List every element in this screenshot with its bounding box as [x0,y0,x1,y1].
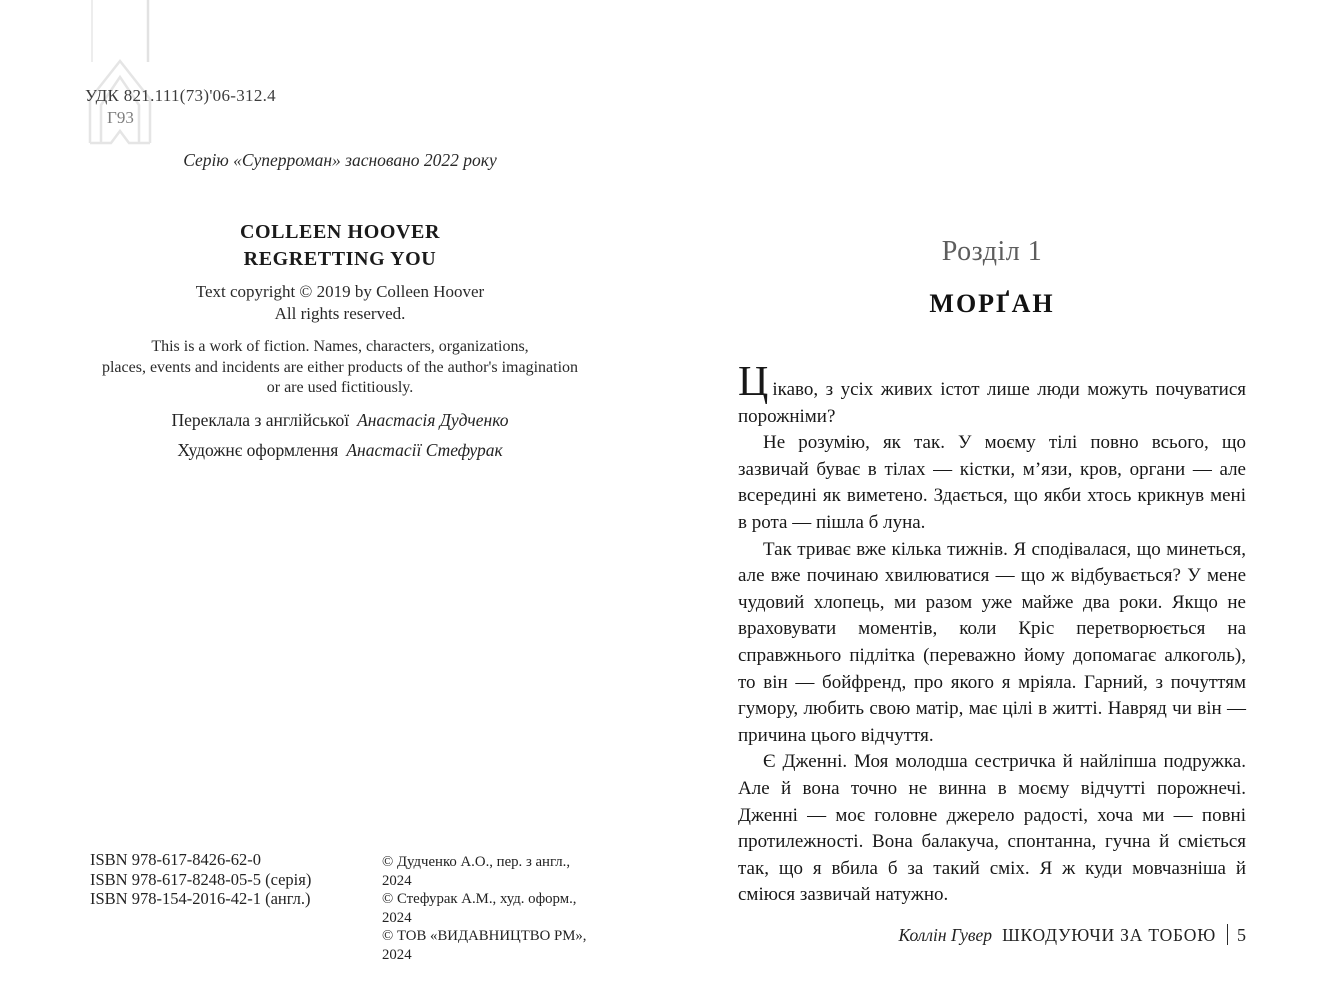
body-paragraph [738,359,1246,430]
isbn-main: ISBN 978-617-8426-62-0 [90,850,261,869]
publisher-copyright-block [382,853,595,965]
udk-classification: УДК 821.111(73)'06-312.4 [85,86,276,105]
fiction-disclaimer-line: This is a work of fiction. Names, characters, organizations, [151,338,529,355]
designer-label: Художнє оформлення [177,440,339,460]
left-page [85,0,595,1000]
fiction-disclaimer [65,337,615,399]
isbn-block [90,850,311,909]
translator-label: Переклала з англійської [171,410,350,430]
copyright-designer: © Стефурак А.М., худ. оформ., 2024 [382,891,577,926]
fiction-disclaimer-line: places, events and incidents are either products of the author's imagination [101,358,579,376]
copyright-publisher: © ТОВ «ВИДАВНИЦТВО РМ», 2024 [382,928,587,963]
original-title-block [85,219,595,273]
page-number: 5 [1237,925,1246,945]
translator-name: Анастасія Дудченко [357,410,509,430]
designer-credit [85,440,595,461]
chapter-number-heading: Розділ 1 [941,236,1043,267]
body-paragraph: Не розумію, як так. У моєму тілі повно всього, що зазвичай буває в тілах — кістки, м’язи, кров, органи — але всередині як виметено. Здається, що якби хтось крикнув мені в рота — пішла б луна. [738,432,1246,533]
fiction-disclaimer-line: or are used fictitiously. [266,379,414,396]
paragraph-text: ікаво, з усіх живих істот лише люди можуть почуватися порожніми? [738,379,1246,427]
isbn-english: ISBN 978-154-2016-42-1 (англ.) [90,889,311,908]
footer-book-title: ШКОДУЮЧИ ЗА ТОБОЮ [1002,925,1216,945]
footer-separator [1227,924,1228,945]
series-note: Серію «Суперроман» засновано 2022 року [183,150,497,170]
chapter-title-heading: МОРҐАН [929,289,1055,318]
udk-author-code: Г93 [107,108,134,127]
drop-cap: Ц [738,359,769,405]
body-paragraph: Так триває вже кілька тижнів. Я сподівалася, що минеться, але вже починаю хвилюватися — що ж відбувається? У мене чудовий хлопець, ми разом уже майже два роки. Якщо не враховувати моментів, коли Кріс перетворюється на справжнього підлітка (переважно йому допомагає алкоголь), то він — бойфренд, про якого я мріяла. Гарний, з почуттям гумору, любить свою матір, має цілі в житті. Навряд чи він — причина цього відчуття. [738,538,1246,746]
designer-name: Анастасії Стефурак [346,440,503,460]
original-title: REGRETTING YOU [243,248,437,270]
original-author: COLLEEN HOOVER [239,221,441,243]
copyright-text-line: Text copyright © 2019 by Colleen Hoover [195,282,485,301]
body-paragraph: Є Дженні. Моя молодша сестричка й найліпша подружка. Але й вона точно не винна в моєму відчутті порожнечі. Дженні — моє головне джерело радості, хоча ми — повні протилежності. Вона балакуча, спонтанна, гучна й сміється так, що я вбила б за такий сміх. Я ж куди мовчазніша й сміюся зазвичай натужно. [738,751,1246,906]
isbn-series: ISBN 978-617-8248-05-5 (серія) [90,869,312,889]
rights-reserved-line: All rights reserved. [274,304,406,323]
chapter-body-text [738,359,1246,909]
copyright-translator: © Дудченко А.О., пер. з англ., 2024 [382,854,571,889]
running-footer [738,924,1246,946]
english-copyright-block [85,281,595,325]
footer-author-name: Коллін Гувер [898,925,993,945]
translator-credit [85,410,595,431]
right-page [738,0,1246,1000]
